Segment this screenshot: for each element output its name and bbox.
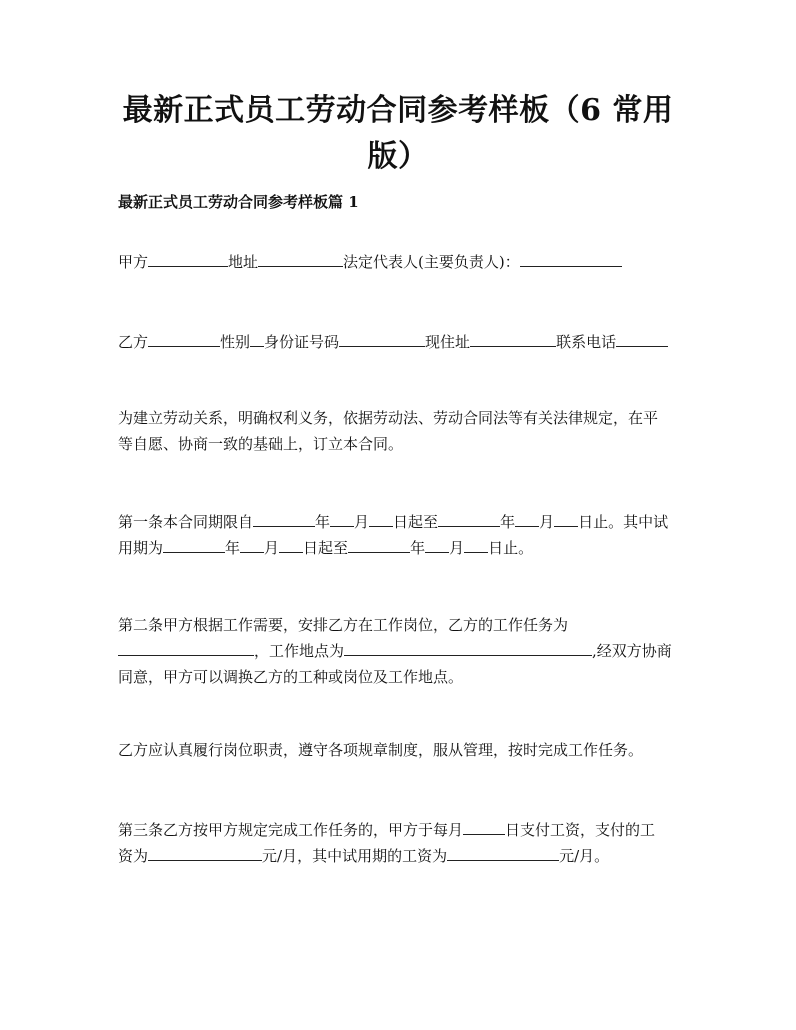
party-b-line bbox=[118, 329, 680, 355]
article-2-line-3: 同意，甲方可以调换乙方的工种或岗位及工作地点。 bbox=[118, 668, 464, 686]
start-month-blank bbox=[330, 510, 354, 527]
party-b-id-label: 身份证号码 bbox=[264, 333, 340, 351]
article-1-line-1: 第一条本合同期限自 年 月 日起至 年 月 日止。其中试 bbox=[118, 509, 680, 535]
party-a-address-label: 地址 bbox=[228, 253, 259, 271]
trial-end-month-blank bbox=[425, 536, 449, 553]
trial-end-year-blank bbox=[348, 536, 410, 553]
pay-day-blank bbox=[463, 818, 505, 835]
article-2-line-2: ，工作地点为 ,经双方协商 bbox=[118, 638, 680, 664]
article-1-paragraph bbox=[118, 509, 680, 561]
party-b-phone-blank bbox=[616, 330, 668, 347]
preamble-paragraph bbox=[118, 405, 680, 457]
article-2-paragraph bbox=[118, 612, 680, 690]
document-title bbox=[100, 88, 696, 180]
party-b-gender-label: 性别 bbox=[220, 333, 251, 351]
party-b-residence-label: 现住址 bbox=[425, 333, 471, 351]
article-3-paragraph bbox=[118, 817, 680, 869]
party-b-name-blank bbox=[148, 330, 220, 347]
trial-start-year-blank bbox=[163, 536, 225, 553]
end-year-blank bbox=[438, 510, 500, 527]
job-task-blank bbox=[118, 639, 254, 656]
trial-wage-blank bbox=[447, 844, 559, 861]
trial-start-month-blank bbox=[240, 536, 264, 553]
article-3-line-1: 第三条乙方按甲方规定完成工作任务的，甲方于每月 日支付工资，支付的工 bbox=[118, 817, 680, 843]
party-b-residence-blank bbox=[470, 330, 556, 347]
work-place-blank bbox=[344, 639, 592, 656]
preamble-line-2: 等自愿、协商一致的基础上，订立本合同。 bbox=[118, 435, 404, 453]
party-b-label: 乙方 bbox=[118, 333, 149, 351]
party-b-phone-label: 联系电话 bbox=[556, 333, 617, 351]
party-a-rep-blank bbox=[520, 250, 622, 267]
wage-blank bbox=[148, 844, 262, 861]
article-2-line-1: 第二条甲方根据工作需要，安排乙方在工作岗位，乙方的工作任务为 bbox=[118, 616, 569, 634]
preamble-line-1: 为建立劳动关系，明确权利义务，依据劳动法、劳动合同法等有关法律规定，在平 bbox=[118, 409, 659, 427]
title-line-1: 最新正式员工劳动合同参考样板（6 常用 bbox=[122, 93, 674, 128]
party-a-rep-label: 法定代表人(主要负责人)： bbox=[343, 253, 520, 271]
party-a-name-blank bbox=[148, 250, 228, 267]
party-a-line bbox=[118, 249, 680, 275]
party-b-gender-blank bbox=[250, 330, 264, 347]
title-line-2: 版） bbox=[367, 139, 429, 174]
end-month-blank bbox=[515, 510, 539, 527]
start-day-blank bbox=[369, 510, 393, 527]
trial-end-day-blank bbox=[464, 536, 488, 553]
article-1-line-2: 用期为 年 月 日起至 年 月 日止。 bbox=[118, 535, 680, 561]
trial-start-day-blank bbox=[279, 536, 303, 553]
article-3-line-2: 资为 元/月，其中试用期的工资为 元/月。 bbox=[118, 843, 680, 869]
party-b-id-blank bbox=[339, 330, 425, 347]
party-a-address-blank bbox=[258, 250, 343, 267]
duty-paragraph: 乙方应认真履行岗位职责，遵守各项规章制度，服从管理，按时完成工作任务。 bbox=[118, 741, 644, 759]
end-day-blank bbox=[554, 510, 578, 527]
party-a-label: 甲方 bbox=[118, 253, 149, 271]
section-heading: 最新正式员工劳动合同参考样板篇 1 bbox=[118, 193, 359, 211]
start-year-blank bbox=[253, 510, 315, 527]
